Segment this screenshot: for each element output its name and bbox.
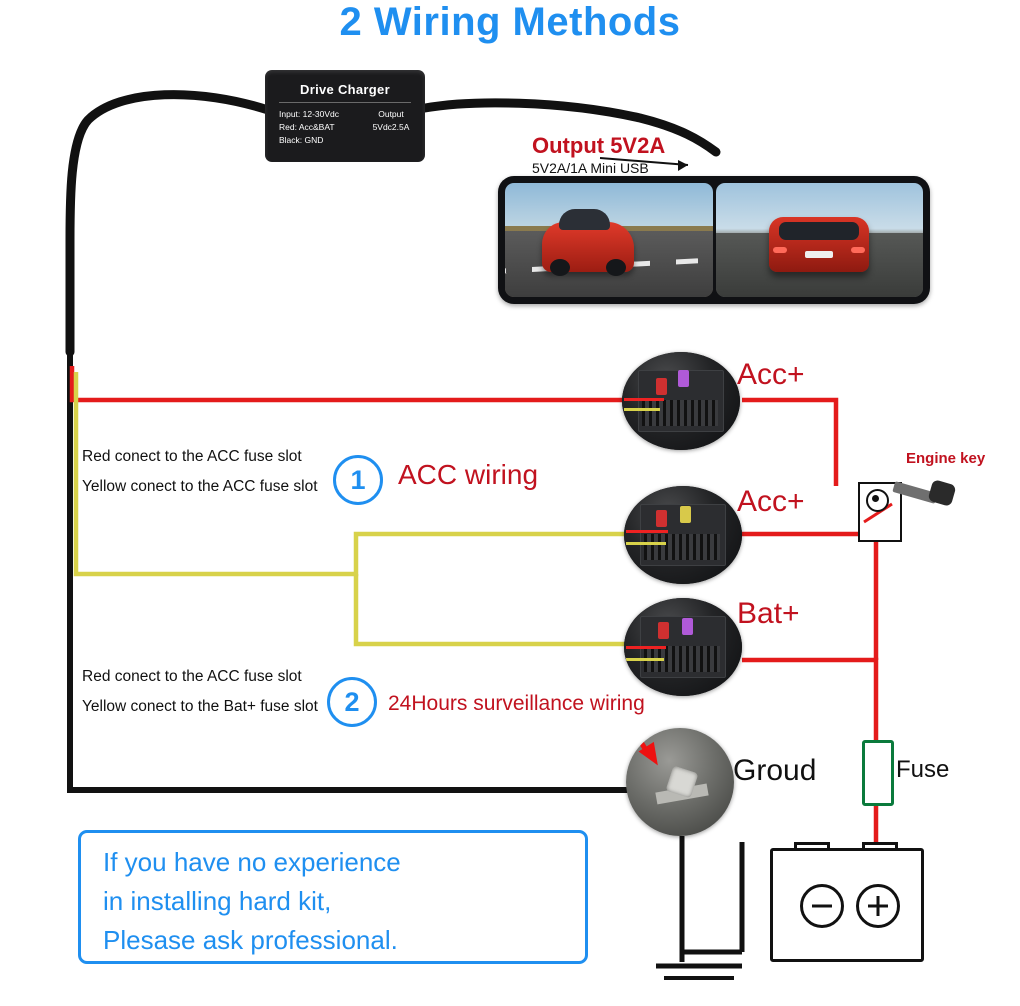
method2-note-line1: Red conect to the ACC fuse slot xyxy=(82,668,302,685)
method2-number-badge: 2 xyxy=(327,677,377,727)
advice-line2: in installing hard kit, xyxy=(103,886,332,916)
charger-black-line: Black: GND xyxy=(279,135,324,145)
charger-input-line: Input: 12-30Vdc xyxy=(279,109,340,119)
advice-box xyxy=(78,830,588,964)
fusebox-photo-acc-top xyxy=(622,352,740,450)
minus-icon xyxy=(800,884,844,928)
label-fuse: Fuse xyxy=(896,756,950,783)
label-engine-key: Engine key xyxy=(906,450,986,467)
ground-bolt-photo xyxy=(626,728,734,836)
method1-note-line2: Yellow conect to the ACC fuse slot xyxy=(82,478,318,495)
drive-charger-module xyxy=(265,70,425,162)
method1-note-line1: Red conect to the ACC fuse slot xyxy=(82,448,302,465)
plus-icon xyxy=(856,884,900,928)
key-center-dot-icon xyxy=(872,495,879,502)
charger-input-specs xyxy=(279,108,357,147)
output-title: Output 5V2A xyxy=(532,133,666,158)
advice-line1: If you have no experience xyxy=(103,847,401,877)
label-acc-top: Acc+ xyxy=(737,358,805,391)
inline-fuse xyxy=(862,740,894,806)
charger-output-specs xyxy=(365,108,417,134)
charger-red-line: Red: Acc&BAT xyxy=(279,122,335,132)
charger-title: Drive Charger xyxy=(300,82,390,97)
label-acc-mid: Acc+ xyxy=(737,485,805,518)
charger-output-value: 5Vdc2.5A xyxy=(372,122,410,132)
method2-note-line2: Yellow conect to the Bat+ fuse slot xyxy=(82,698,318,715)
page-title: 2 Wiring Methods xyxy=(339,0,681,44)
charger-output-label: Output xyxy=(378,109,404,119)
advice-line3: Plesase ask professional. xyxy=(103,925,398,955)
label-ground: Groud xyxy=(733,754,817,787)
dashcam-front-view xyxy=(505,183,713,297)
fusebox-photo-bat xyxy=(624,598,742,696)
method1-number-badge: 1 xyxy=(333,455,383,505)
rearview-mirror-dashcam xyxy=(498,176,930,304)
dashcam-rear-view xyxy=(716,183,924,297)
method1-heading: ACC wiring xyxy=(398,459,539,490)
output-subtitle: 5V2A/1A Mini USB xyxy=(532,160,649,176)
label-bat-plus: Bat+ xyxy=(737,597,800,630)
fusebox-photo-acc-mid xyxy=(624,486,742,584)
car-battery xyxy=(770,848,924,962)
charger-divider xyxy=(279,102,411,103)
method2-heading: 24Hours surveillance wiring xyxy=(388,692,645,715)
